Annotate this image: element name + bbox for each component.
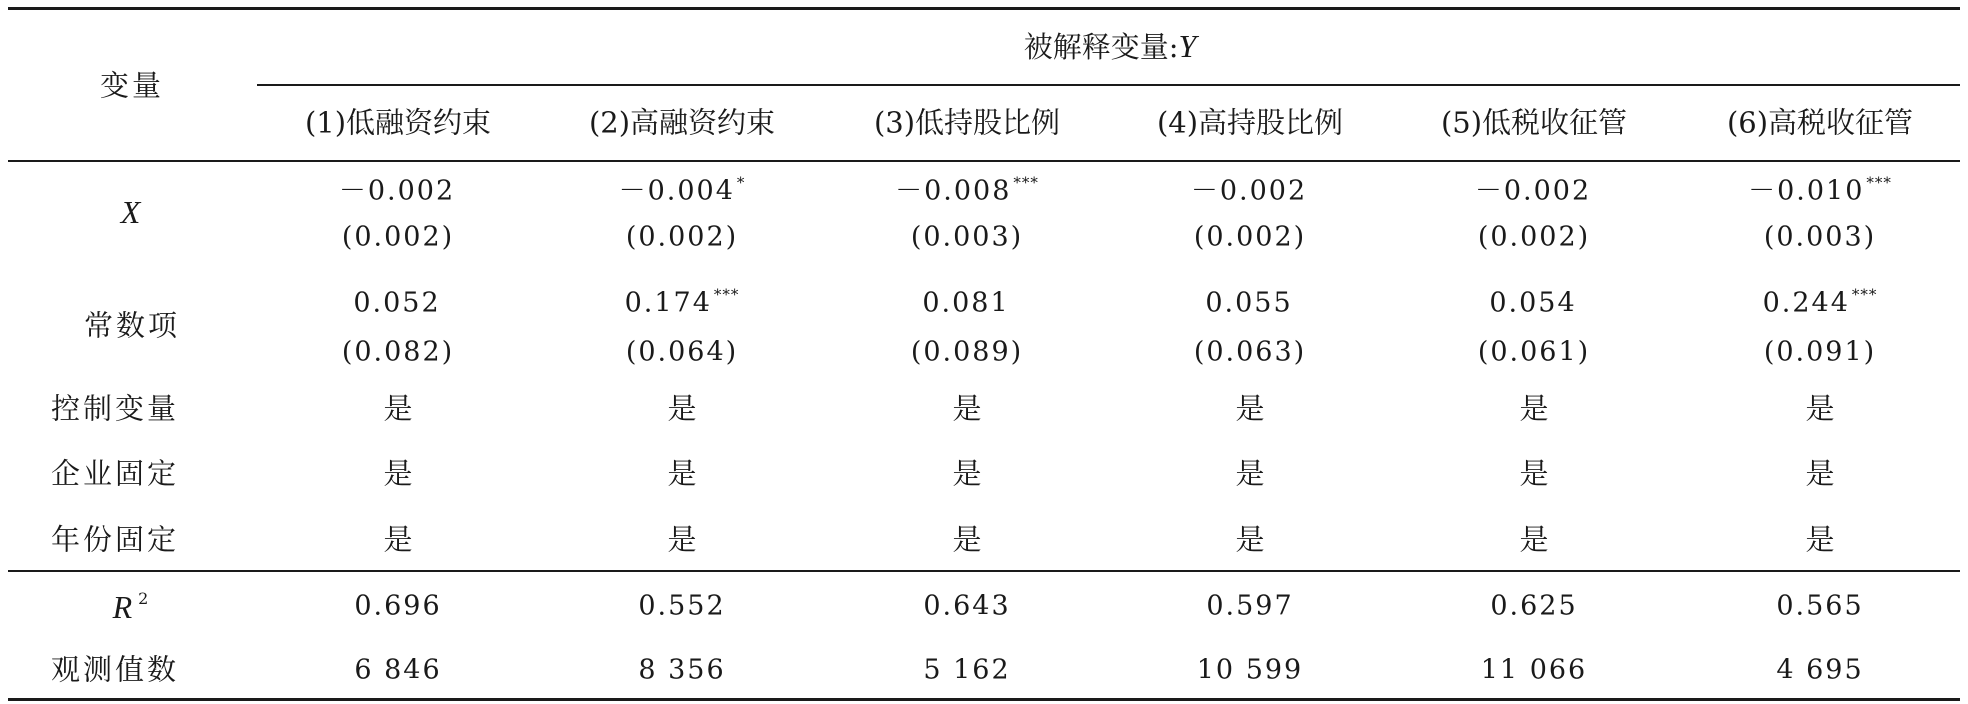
row-label-firm-fixed: 企业固定 [50, 456, 180, 491]
column-header-6: (6)高税收征管 [1726, 105, 1914, 140]
x-coefficient-col5 [1475, 176, 1593, 205]
coefficient-value: －0.010 [1748, 175, 1865, 207]
year-fixed-col5: 是 [1519, 522, 1549, 557]
coefficient-value: －0.008 [895, 175, 1012, 207]
coefficient-value: 0.081 [922, 287, 1010, 319]
r2-col3: 0.643 [923, 590, 1011, 622]
x-std-error-col6: (0.003) [1763, 221, 1877, 253]
coefficient-value: 0.174 [624, 287, 712, 319]
x-coefficient-col2 [618, 173, 746, 207]
controls-col1: 是 [383, 391, 413, 426]
coefficient-value: 0.052 [353, 287, 441, 319]
x-std-error-col4: (0.002) [1193, 221, 1307, 253]
x-std-error-col1: (0.002) [341, 221, 455, 253]
x-coefficient-col3 [895, 173, 1039, 207]
dependent-variable-rule [257, 84, 1960, 86]
r2-col6: 0.565 [1776, 590, 1864, 622]
column-header-5: (5)低税收征管 [1440, 105, 1628, 140]
significance-stars: *** [1851, 285, 1878, 304]
year-fixed-col3: 是 [952, 522, 982, 557]
controls-col2: 是 [667, 391, 697, 426]
row-label-controls: 控制变量 [50, 391, 180, 426]
year-fixed-col2: 是 [667, 522, 697, 557]
firm-fixed-col4: 是 [1235, 456, 1265, 491]
r2-col2: 0.552 [638, 590, 726, 622]
constant-coefficient-col6 [1762, 285, 1878, 319]
coefficient-value: －0.004 [618, 175, 735, 207]
constant-std-error-col2: (0.064) [625, 336, 739, 368]
x-std-error-col2: (0.002) [625, 221, 739, 253]
constant-coefficient-col1 [353, 288, 442, 317]
dependent-variable-header [1024, 30, 1197, 62]
constant-std-error-col5: (0.061) [1477, 336, 1591, 368]
row-label-r2: R $^2$ [112, 589, 152, 625]
coefficient-value: －0.002 [1190, 175, 1308, 207]
constant-std-error-col3: (0.089) [910, 336, 1024, 368]
dependent-variable-symbol: Y [1178, 28, 1197, 64]
controls-col5: 是 [1519, 391, 1549, 426]
x-coefficient-col6 [1748, 173, 1892, 207]
x-std-error-col3: (0.003) [910, 221, 1024, 253]
observations-col1: 6 846 [354, 654, 442, 686]
year-fixed-col4: 是 [1235, 522, 1265, 557]
significance-stars: *** [1013, 173, 1039, 192]
significance-stars: * [736, 173, 746, 192]
coefficient-value: －0.002 [338, 175, 456, 207]
year-fixed-col6: 是 [1805, 522, 1835, 557]
coefficient-value: 0.244 [1762, 287, 1850, 319]
firm-fixed-col6: 是 [1805, 456, 1835, 491]
column-header-1: (1)低融资约束 [304, 105, 492, 140]
controls-col6: 是 [1805, 391, 1835, 426]
constant-coefficient-col3 [922, 288, 1011, 317]
constant-std-error-col1: (0.082) [341, 336, 455, 368]
observations-col3: 5 162 [923, 654, 1011, 686]
firm-fixed-col5: 是 [1519, 456, 1549, 491]
significance-stars: *** [1866, 173, 1892, 192]
r2-col1: 0.696 [354, 590, 442, 622]
stats-separator-rule [8, 570, 1960, 572]
row-label-constant: 常数项 [83, 308, 181, 343]
observations-col6: 4 695 [1776, 654, 1864, 686]
x-coefficient-col1 [339, 176, 457, 205]
observations-col2: 8 356 [638, 654, 726, 686]
controls-col3: 是 [952, 391, 982, 426]
coefficient-value: －0.002 [1474, 175, 1592, 207]
dependent-variable-label: 被解释变量: [1023, 30, 1179, 64]
constant-coefficient-col4 [1205, 288, 1294, 317]
row-label-observations: 观测值数 [50, 652, 180, 687]
observations-col4: 10 599 [1196, 654, 1304, 686]
row-label-x: X [120, 194, 144, 230]
controls-col4: 是 [1235, 391, 1265, 426]
x-std-error-col5: (0.002) [1477, 221, 1591, 253]
x-coefficient-col4 [1191, 176, 1309, 205]
observations-col5: 11 066 [1480, 654, 1588, 686]
firm-fixed-col1: 是 [383, 456, 413, 491]
significance-stars: *** [713, 285, 740, 304]
variable-header: 变量 [99, 68, 165, 103]
firm-fixed-col3: 是 [952, 456, 982, 491]
constant-coefficient-col2 [624, 285, 740, 319]
firm-fixed-col2: 是 [667, 456, 697, 491]
constant-std-error-col6: (0.091) [1763, 336, 1877, 368]
column-header-3: (3)低持股比例 [873, 105, 1061, 140]
column-header-2: (2)高融资约束 [588, 105, 776, 140]
top-rule [8, 7, 1960, 10]
header-bottom-rule [8, 160, 1960, 162]
column-header-4: (4)高持股比例 [1156, 105, 1344, 140]
r2-col4: 0.597 [1206, 590, 1294, 622]
r2-col5: 0.625 [1490, 590, 1578, 622]
coefficient-value: 0.055 [1205, 287, 1293, 319]
constant-coefficient-col5 [1489, 288, 1578, 317]
bottom-rule [8, 698, 1960, 701]
constant-std-error-col4: (0.063) [1193, 336, 1307, 368]
row-label-year-fixed: 年份固定 [50, 522, 180, 557]
coefficient-value: 0.054 [1489, 287, 1577, 319]
year-fixed-col1: 是 [383, 522, 413, 557]
